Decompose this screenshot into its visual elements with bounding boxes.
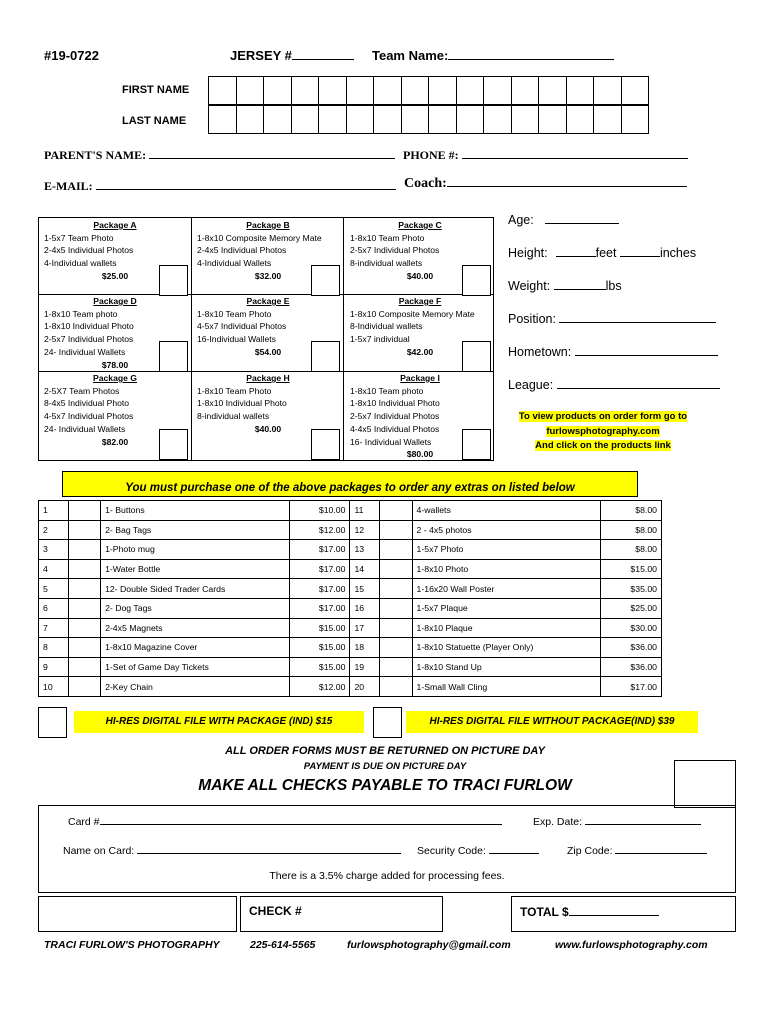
name-on-card-line[interactable] — [137, 842, 401, 854]
total-field[interactable] — [520, 904, 659, 919]
package-e: Package E 1-8x10 Team Photo 4-5x7 Individual Photos 16-Individual Wallets $54.00 — [197, 296, 290, 357]
item-checkbox[interactable] — [380, 559, 412, 579]
total-label: TOTAL $ — [520, 905, 569, 919]
table-row — [39, 559, 662, 579]
item-checkbox[interactable] — [380, 677, 412, 697]
item-price: $36.00 — [600, 638, 661, 658]
card-number-field[interactable] — [68, 813, 502, 828]
item-number: 18 — [350, 638, 380, 658]
package-c: Package C 1-8x10 Team Photo 2-5x7 Individual Photos 8-individual wallets $40.00 — [350, 220, 442, 281]
table-row — [39, 540, 662, 560]
item-name: 4-wallets — [412, 501, 600, 521]
weight-label: Weight: — [508, 279, 551, 293]
item-checkbox[interactable] — [68, 618, 100, 638]
zip-code-label: Zip Code: — [567, 845, 613, 857]
weight-line[interactable] — [554, 278, 606, 290]
item-number: 4 — [39, 559, 69, 579]
zip-code-field[interactable] — [567, 842, 707, 857]
email-line[interactable] — [96, 178, 396, 190]
position-field[interactable] — [508, 311, 716, 326]
item-name: 1-8x10 Photo — [412, 559, 600, 579]
package-g-checkbox[interactable] — [159, 429, 188, 460]
package-g: Package G 2-5X7 Team Photos 8-4x5 Individual Photo 4-5x7 Individual Photos 24- Individual Wallets $82.00 — [44, 373, 137, 447]
form-number: #19-0722 — [44, 48, 99, 63]
phone-field[interactable] — [403, 147, 688, 163]
item-number: 11 — [350, 501, 380, 521]
hometown-field[interactable] — [508, 344, 718, 359]
item-price: $17.00 — [289, 579, 350, 599]
card-number-label: Card # — [68, 816, 100, 828]
table-row — [39, 677, 662, 697]
item-checkbox[interactable] — [380, 618, 412, 638]
package-h: Package H 1-8x10 Team Photo 1-8x10 Individual Photo 8-individual wallets $40.00 — [197, 373, 290, 434]
return-note: ALL ORDER FORMS MUST BE RETURNED ON PICTURE DAY — [225, 745, 545, 757]
item-checkbox[interactable] — [68, 501, 100, 521]
league-field[interactable] — [508, 377, 720, 392]
name-on-card-label: Name on Card: — [63, 845, 135, 857]
products-notice: To view products on order form go to furlowsphotography.com And click on the products link — [518, 411, 688, 451]
jersey-label: JERSEY # — [230, 48, 292, 63]
item-name: 1-Photo mug — [101, 540, 289, 560]
item-name: 2 - 4x5 photos — [412, 520, 600, 540]
item-checkbox[interactable] — [68, 598, 100, 618]
item-price: $12.00 — [289, 520, 350, 540]
phone-line[interactable] — [462, 147, 688, 159]
item-number: 16 — [350, 598, 380, 618]
item-checkbox[interactable] — [380, 520, 412, 540]
coach-label: Coach: — [404, 176, 447, 191]
item-number: 15 — [350, 579, 380, 599]
package-c-checkbox[interactable] — [462, 265, 491, 296]
league-line[interactable] — [557, 377, 720, 389]
parent-name-line[interactable] — [149, 147, 395, 159]
item-number: 9 — [39, 657, 69, 677]
item-checkbox[interactable] — [68, 657, 100, 677]
feet-label: feet — [595, 246, 617, 260]
item-name: 1-5x7 Photo — [412, 540, 600, 560]
team-name-label: Team Name: — [372, 48, 449, 63]
total-line[interactable] — [569, 904, 659, 916]
item-checkbox[interactable] — [380, 540, 412, 560]
team-name-field[interactable] — [372, 48, 614, 63]
height-inches-line[interactable] — [620, 245, 660, 257]
age-label: Age: — [508, 213, 534, 227]
package-d-checkbox[interactable] — [159, 341, 188, 372]
extras-table — [38, 500, 662, 697]
company-email[interactable]: furlowsphotography@gmail.com — [347, 939, 511, 951]
item-price: $17.00 — [600, 677, 661, 697]
office-use-box[interactable] — [674, 760, 736, 808]
height-field[interactable] — [508, 245, 696, 260]
email-label: E-MAIL: — [44, 179, 93, 193]
item-number: 13 — [350, 540, 380, 560]
package-e-checkbox[interactable] — [311, 341, 340, 372]
hometown-line[interactable] — [575, 344, 718, 356]
package-title: Package A — [93, 220, 137, 230]
item-name: 1-5x7 Plaque — [412, 598, 600, 618]
package-f-checkbox[interactable] — [462, 341, 491, 372]
height-feet-line[interactable] — [556, 245, 596, 257]
coach-line[interactable] — [447, 175, 687, 187]
item-name: 1-8x10 Magazine Cover — [101, 638, 289, 658]
item-number: 12 — [350, 520, 380, 540]
coach-field[interactable] — [404, 175, 687, 192]
item-name: 1-8x10 Plaque — [412, 618, 600, 638]
item-price: $17.00 — [289, 559, 350, 579]
payment-method-box[interactable] — [38, 896, 237, 932]
first-name-boxes[interactable] — [209, 76, 649, 105]
security-code-label: Security Code: — [417, 845, 486, 857]
inches-label: inches — [659, 246, 697, 260]
item-name: 12- Double Sided Trader Cards — [101, 579, 289, 599]
lbs-label: lbs — [605, 279, 622, 293]
item-number: 19 — [350, 657, 380, 677]
item-price: $15.00 — [289, 657, 350, 677]
item-number: 20 — [350, 677, 380, 697]
item-price: $15.00 — [289, 618, 350, 638]
height-label: Height: — [508, 246, 548, 260]
item-checkbox[interactable] — [380, 657, 412, 677]
item-name: 1-8x10 Stand Up — [412, 657, 600, 677]
item-number: 1 — [39, 501, 69, 521]
digital-with-package-checkbox[interactable] — [38, 707, 67, 738]
item-price: $25.00 — [600, 598, 661, 618]
item-price: $35.00 — [600, 579, 661, 599]
item-checkbox[interactable] — [68, 638, 100, 658]
phone-label: PHONE #: — [403, 148, 459, 162]
item-name: 2-Key Chain — [101, 677, 289, 697]
item-checkbox[interactable] — [380, 598, 412, 618]
website-link: furlowsphotography.com — [546, 425, 660, 437]
item-price: $8.00 — [600, 501, 661, 521]
item-name: 2- Dog Tags — [101, 598, 289, 618]
item-number: 5 — [39, 579, 69, 599]
item-price: $8.00 — [600, 540, 661, 560]
package-f: Package F 1-8x10 Composite Memory Mate 8-Individual wallets 1-5x7 individual $42.00 — [350, 296, 475, 357]
extras-banner: You must purchase one of the above packages to order any extras on listed below — [62, 471, 638, 497]
security-code-line[interactable] — [489, 842, 539, 854]
package-d: Package D 1-8x10 Team photo 1-8x10 Individual Photo 2-5x7 Individual Photos 24- Individual Wallets $78.00 — [44, 296, 137, 370]
digital-without-package-checkbox[interactable] — [373, 707, 402, 738]
payment-note: PAYMENT IS DUE ON PICTURE DAY — [303, 761, 467, 772]
table-row — [39, 618, 662, 638]
item-name: 2-4x5 Magnets — [101, 618, 289, 638]
name-on-card-field[interactable] — [63, 842, 401, 857]
checks-payable-note: MAKE ALL CHECKS PAYABLE TO TRACI FURLOW — [198, 777, 572, 794]
parent-name-field[interactable] — [44, 147, 395, 163]
item-name: 1-16x20 Wall Poster — [412, 579, 600, 599]
package-a-checkbox[interactable] — [159, 265, 188, 296]
item-number: 14 — [350, 559, 380, 579]
item-checkbox[interactable] — [68, 559, 100, 579]
company-name: TRACI FURLOW'S PHOTOGRAPHY — [44, 939, 220, 951]
position-label: Position: — [508, 312, 556, 326]
item-number: 17 — [350, 618, 380, 638]
item-name: 1-Set of Game Day Tickets — [101, 657, 289, 677]
company-phone: 225-614-5565 — [250, 939, 316, 951]
table-row — [39, 657, 662, 677]
item-name: 1-8x10 Statuette (Player Only) — [412, 638, 600, 658]
email-field[interactable] — [44, 178, 396, 194]
item-name: 1- Buttons — [101, 501, 289, 521]
exp-date-label: Exp. Date: — [533, 816, 583, 828]
package-h-checkbox[interactable] — [311, 429, 340, 460]
item-checkbox[interactable] — [380, 579, 412, 599]
item-checkbox[interactable] — [68, 520, 100, 540]
total-box[interactable] — [511, 896, 736, 932]
check-number-box[interactable] — [240, 896, 443, 932]
last-name-label: LAST NAME — [122, 115, 187, 127]
age-line[interactable] — [545, 212, 619, 224]
item-number: 6 — [39, 598, 69, 618]
age-field[interactable] — [508, 212, 619, 227]
item-price: $17.00 — [289, 598, 350, 618]
league-label: League: — [508, 378, 554, 392]
package-b-checkbox[interactable] — [311, 265, 340, 296]
hometown-label: Hometown: — [508, 345, 572, 359]
check-number-label: CHECK # — [249, 904, 302, 918]
item-number: 7 — [39, 618, 69, 638]
security-code-field[interactable] — [417, 842, 539, 857]
exp-date-line[interactable] — [585, 813, 701, 825]
package-i-checkbox[interactable] — [462, 429, 491, 460]
company-website[interactable]: www.furlowsphotography.com — [555, 939, 708, 951]
item-number: 8 — [39, 638, 69, 658]
item-name: 1-Water Bottle — [101, 559, 289, 579]
package-b: Package B 1-8x10 Composite Memory Mate 2-4x5 Individual Photos 4-Individual Wallets $32.00 — [197, 220, 322, 281]
table-row — [39, 520, 662, 540]
item-price: $36.00 — [600, 657, 661, 677]
item-price: $8.00 — [600, 520, 661, 540]
item-name: 2- Bag Tags — [101, 520, 289, 540]
item-checkbox[interactable] — [380, 638, 412, 658]
position-line[interactable] — [559, 311, 716, 323]
item-checkbox[interactable] — [380, 501, 412, 521]
processing-fee-note: There is a 3.5% charge added for processing fees. — [269, 870, 505, 882]
table-row — [39, 579, 662, 599]
package-price: $25.00 — [101, 270, 129, 281]
item-checkbox[interactable] — [68, 540, 100, 560]
weight-field[interactable] — [508, 278, 622, 293]
table-row — [39, 638, 662, 658]
item-price: $15.00 — [600, 559, 661, 579]
package-i: Package I 1-8x10 Team photo 1-8x10 Individual Photo 2-5x7 Individual Photos 4-4x5 Individual Photos 16- Individual Wallets $80.00 — [350, 373, 440, 460]
table-row — [39, 501, 662, 521]
item-price: $30.00 — [600, 618, 661, 638]
exp-date-field[interactable] — [533, 813, 701, 828]
item-checkbox[interactable] — [68, 579, 100, 599]
card-number-line[interactable] — [100, 813, 502, 825]
digital-without-package-label: HI-RES DIGITAL FILE WITHOUT PACKAGE(IND) $39 — [406, 711, 698, 733]
item-number: 10 — [39, 677, 69, 697]
item-price: $17.00 — [289, 540, 350, 560]
item-price: $12.00 — [289, 677, 350, 697]
item-number: 3 — [39, 540, 69, 560]
first-name-label: FIRST NAME — [122, 84, 190, 96]
item-price: $15.00 — [289, 638, 350, 658]
zip-code-line[interactable] — [615, 842, 707, 854]
last-name-boxes[interactable] — [209, 105, 649, 134]
digital-with-package-label: HI-RES DIGITAL FILE WITH PACKAGE (IND) $15 — [74, 711, 364, 733]
item-number: 2 — [39, 520, 69, 540]
item-name: 1-Small Wall Cling — [412, 677, 600, 697]
table-row — [39, 598, 662, 618]
item-checkbox[interactable] — [68, 677, 100, 697]
item-price: $10.00 — [289, 501, 350, 521]
parent-name-label: PARENT'S NAME: — [44, 148, 147, 162]
jersey-line[interactable] — [292, 48, 354, 60]
jersey-field[interactable] — [230, 48, 354, 63]
package-a: Package A 1-5x7 Team Photo 2-4x5 Individual Photos 4-Individual wallets $25.00 — [44, 219, 186, 283]
team-name-line[interactable] — [448, 48, 614, 60]
